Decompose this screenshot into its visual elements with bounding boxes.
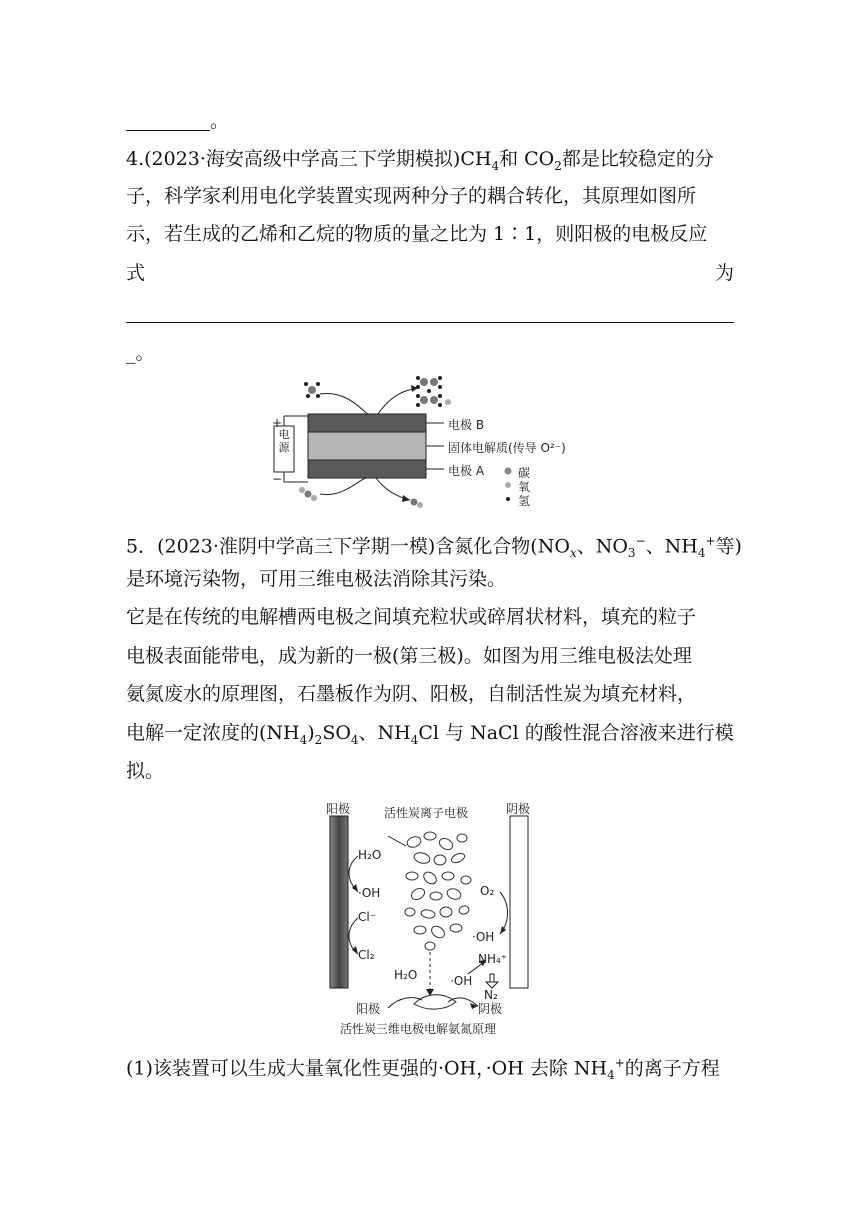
q5-line-1: 5．(2023·淮阴中学高三下学期一模)含氮化合物($NO_x$、$NO_3^-$、$NH_4^+$等): [126, 534, 742, 561]
legend-carbon-dot: [505, 468, 512, 475]
nh4-label: NH₄⁺: [478, 952, 508, 966]
cathode-top-label: 阴极: [506, 802, 531, 816]
anode-plate: [330, 816, 348, 988]
electrolyte-layer: [308, 432, 426, 460]
figure-2-3d-electrode: [318, 796, 542, 1040]
electrode-b-plate: [308, 414, 426, 432]
electrolyte-label: 固体电解质(传导 O²⁻): [448, 441, 566, 455]
answer-blank[interactable]: [126, 110, 210, 131]
electrode-a-label: 电极 A: [448, 464, 485, 478]
q5-part-1-line: (1)该装置可以生成大量氧化性更强的·OH，·OH 去除 $NH_4^+$的离子方程: [126, 1056, 720, 1083]
previous-answer-line: 。: [126, 108, 734, 134]
q5-line-6: 电解一定浓度的$(NH_4)_2SO_4$、$NH_4Cl$ 与 NaCl 的酸性混合溶液来进行模: [126, 722, 734, 747]
q5-line-2: 是环境污染物，可用三维电极法消除其污染。: [126, 568, 507, 590]
q5-line-5: 氨氮废水的原理图，石墨板作为阴、阳极，自制活性炭为填充材料，: [126, 683, 697, 705]
legend-oxygen-dot: [505, 482, 511, 488]
positive-terminal: +: [272, 416, 283, 430]
cl-minus-label: Cl⁻: [358, 910, 377, 924]
oh-cathode-label: ·OH: [472, 930, 495, 944]
q4-line-6: _。: [126, 342, 155, 364]
o2-label: O₂: [480, 884, 495, 898]
q5-line-3: 它是在传统的电解槽两电极之间填充粒状或碎屑状材料，填充的粒子: [126, 606, 697, 628]
carbon-electrode-label: 活性炭离子电极: [384, 806, 469, 820]
q4-line-1: 4.(2023·海安高级中学高三下学期模拟)$CH_4$和 $CO_2$都是比较稳定的分: [126, 148, 714, 173]
legend-hydrogen-label: 氢: [518, 494, 531, 508]
negative-terminal: −: [272, 472, 283, 486]
power-source-label: 电源: [278, 428, 290, 454]
figure-1-cell: [268, 372, 608, 514]
legend-hydrogen-dot: [506, 497, 510, 501]
legend-carbon-label: 碳: [518, 466, 531, 480]
bottom-anode-label: 阳极: [356, 1002, 381, 1016]
cathode-plate: [510, 816, 528, 988]
oh-bottom-label: ·OH: [450, 974, 473, 988]
q4-line-3: 示，若生成的乙烯和乙烷的物质的量之比为 1∶1，则阳极的电极反应: [126, 223, 708, 245]
figure-2-drawing: [318, 796, 542, 1040]
h2o-anode-label: H₂O: [358, 848, 382, 862]
electrode-a-plate: [308, 460, 426, 478]
electrode-b-label: 电极 B: [448, 418, 485, 432]
q5-line-7: 拟。: [126, 760, 165, 782]
n2-label: N₂: [484, 988, 498, 1002]
q5-line-4: 电极表面能带电，成为新的一极(第三极)。如图为用三维电极法处理: [126, 645, 692, 667]
bottom-cathode-label: 阴极: [478, 1002, 503, 1016]
anode-top-label: 阳极: [326, 802, 351, 816]
oh-anode-label: ·OH: [358, 886, 381, 900]
h2o-bottom-label: H₂O: [394, 968, 418, 982]
figure-2-caption: 活性炭三维电极电解氨氮原理: [340, 1022, 497, 1036]
q4-line-2: 子，科学家利用电化学装置实现两种分子的耦合转化，其原理如图所: [126, 185, 697, 207]
cl2-label: Cl₂: [358, 948, 375, 962]
answer-rule[interactable]: [126, 322, 734, 323]
q4-line-4: 式 为: [126, 262, 734, 284]
legend-oxygen-label: 氧: [518, 480, 531, 494]
